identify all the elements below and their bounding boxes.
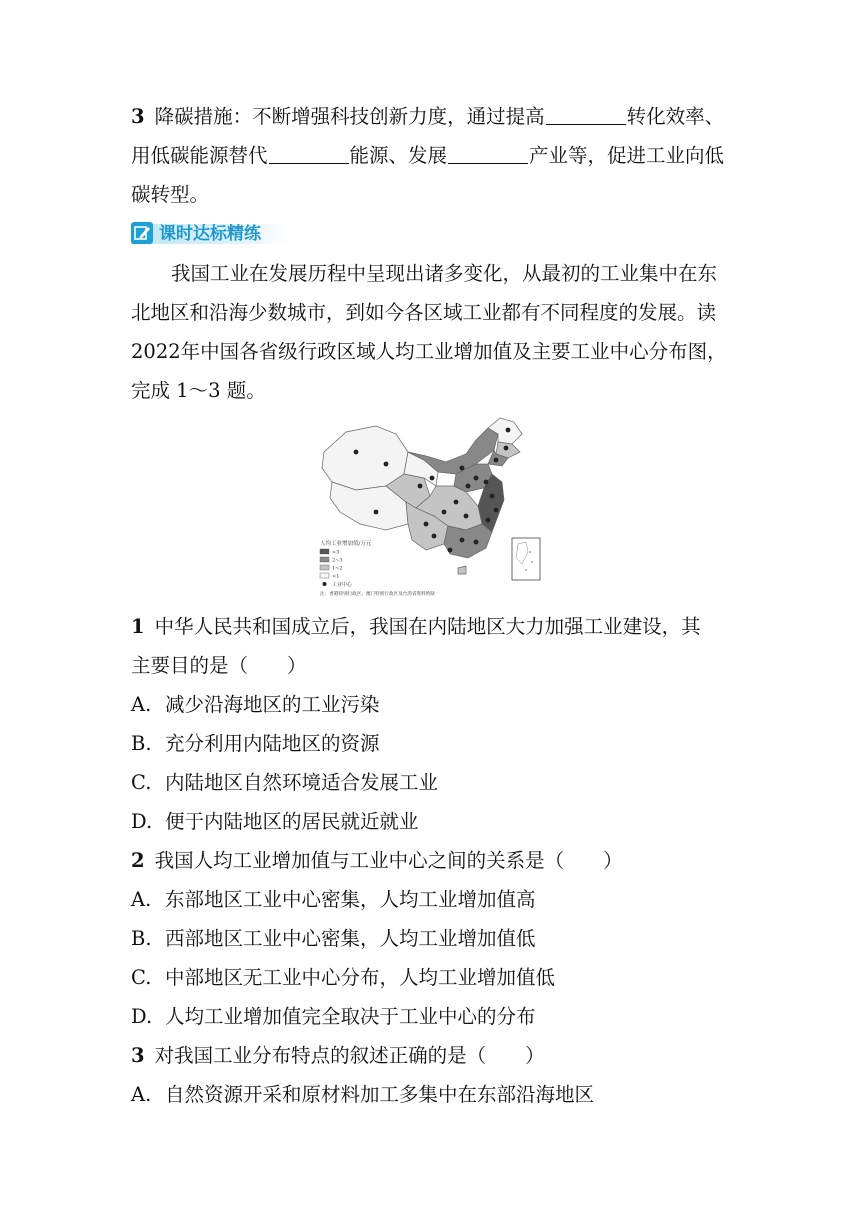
option-label: B.: [131, 927, 152, 950]
fill-blank[interactable]: [448, 143, 528, 164]
q1-option-a[interactable]: [131, 691, 380, 719]
q1-option-c[interactable]: [131, 769, 438, 797]
q2-option-b[interactable]: [131, 925, 536, 953]
q1-stem-line-1: [131, 613, 701, 641]
measure-line-2: [131, 142, 724, 170]
intro-line-1: 我国工业在发展历程中呈现出诸多变化，从最初的工业集中在东: [171, 262, 718, 285]
q1-stem: 中华人民共和国成立后，我国在内陆地区大力加强工业建设，其: [154, 615, 701, 638]
question-number: 2: [131, 849, 145, 872]
q2-option-c[interactable]: [131, 964, 555, 992]
measure-line-3: [131, 181, 209, 209]
south-china-sea-inset: [512, 538, 540, 580]
measure-text: 碳转型。: [131, 183, 210, 206]
fill-blank[interactable]: [269, 143, 349, 164]
legend-dot-label: 工业中心: [332, 582, 353, 588]
option-label: C.: [131, 771, 152, 794]
measure-text: 用低碳能源替代: [131, 144, 268, 167]
option-text: 减少沿海地区的工业污染: [165, 693, 380, 716]
map-note: 注：香港特别行政区、澳门特别行政区及台湾省资料暂缺: [320, 592, 435, 597]
intro-line-2: 北地区和沿海少数城市，到如今各区域工业都有不同程度的发展。读: [131, 301, 717, 324]
region-south: [444, 524, 492, 558]
legend-item: 2~3: [332, 557, 343, 564]
option-label: C.: [131, 966, 152, 989]
question-number: 3: [131, 1044, 145, 1067]
option-label: A.: [131, 1083, 152, 1106]
map-graphic: [316, 412, 546, 602]
question-number: 1: [131, 615, 145, 638]
region-hainan: [458, 566, 466, 574]
section-banner: [131, 222, 291, 246]
question-number: 3: [131, 105, 145, 128]
q1-stem-line-2: 主要目的是（ ）: [131, 654, 307, 677]
option-text: 充分利用内陆地区的资源: [165, 732, 380, 755]
q2-stem: 我国人均工业增加值与工业中心之间的关系是（ ）: [154, 849, 623, 872]
option-label: B.: [131, 732, 152, 755]
option-label: D.: [131, 810, 153, 833]
intro-line-4: 完成 1～3 题。: [131, 379, 266, 402]
q2-option-a[interactable]: [131, 886, 536, 914]
q3-option-a[interactable]: [131, 1081, 594, 1109]
edit-pencil-icon: [131, 222, 153, 244]
q1-option-b[interactable]: [131, 730, 380, 758]
option-text: 中部地区无工业中心分布，人均工业增加值低: [165, 966, 556, 989]
q2-option-d[interactable]: [131, 1003, 536, 1031]
option-text: 人均工业增加值完全取决于工业中心的分布: [165, 1005, 536, 1028]
measure-text: 降碳措施：不断增强科技创新力度，通过提高: [154, 105, 545, 128]
option-text: 东部地区工业中心密集，人均工业增加值高: [165, 888, 536, 911]
intro-line-3: 2022年中国各省级行政区域人均工业增加值及主要工业中心分布图，: [131, 340, 727, 363]
china-industry-map: [316, 412, 546, 602]
banner-title: 课时达标精练: [159, 224, 261, 244]
legend-item: 1~2: [332, 565, 343, 572]
option-text: 内陆地区自然环境适合发展工业: [165, 771, 439, 794]
measure-text: 转化效率、: [626, 105, 725, 128]
option-text: 自然资源开采和原材料加工多集中在东部沿海地区: [165, 1083, 595, 1106]
q1-option-d[interactable]: [131, 808, 419, 836]
measure-line-1: [131, 103, 724, 131]
q3-stem: 对我国工业分布特点的叙述正确的是（ ）: [154, 1044, 545, 1067]
legend-title: 人均工业增加值/万元: [320, 541, 372, 547]
option-label: A.: [131, 693, 152, 716]
fill-blank[interactable]: [546, 104, 626, 125]
option-text: 便于内陆地区的居民就近就业: [165, 810, 419, 833]
q2-stem-line-1: [131, 847, 623, 875]
legend-item: >3: [332, 549, 340, 556]
measure-text: 产业等，促进工业向低: [529, 144, 725, 167]
legend-item: <1: [332, 573, 340, 580]
option-label: D.: [131, 1005, 153, 1028]
option-text: 西部地区工业中心密集，人均工业增加值低: [165, 927, 536, 950]
option-label: A.: [131, 888, 152, 911]
q3-stem-line-1: [131, 1042, 545, 1070]
measure-text: 能源、发展: [349, 144, 448, 167]
